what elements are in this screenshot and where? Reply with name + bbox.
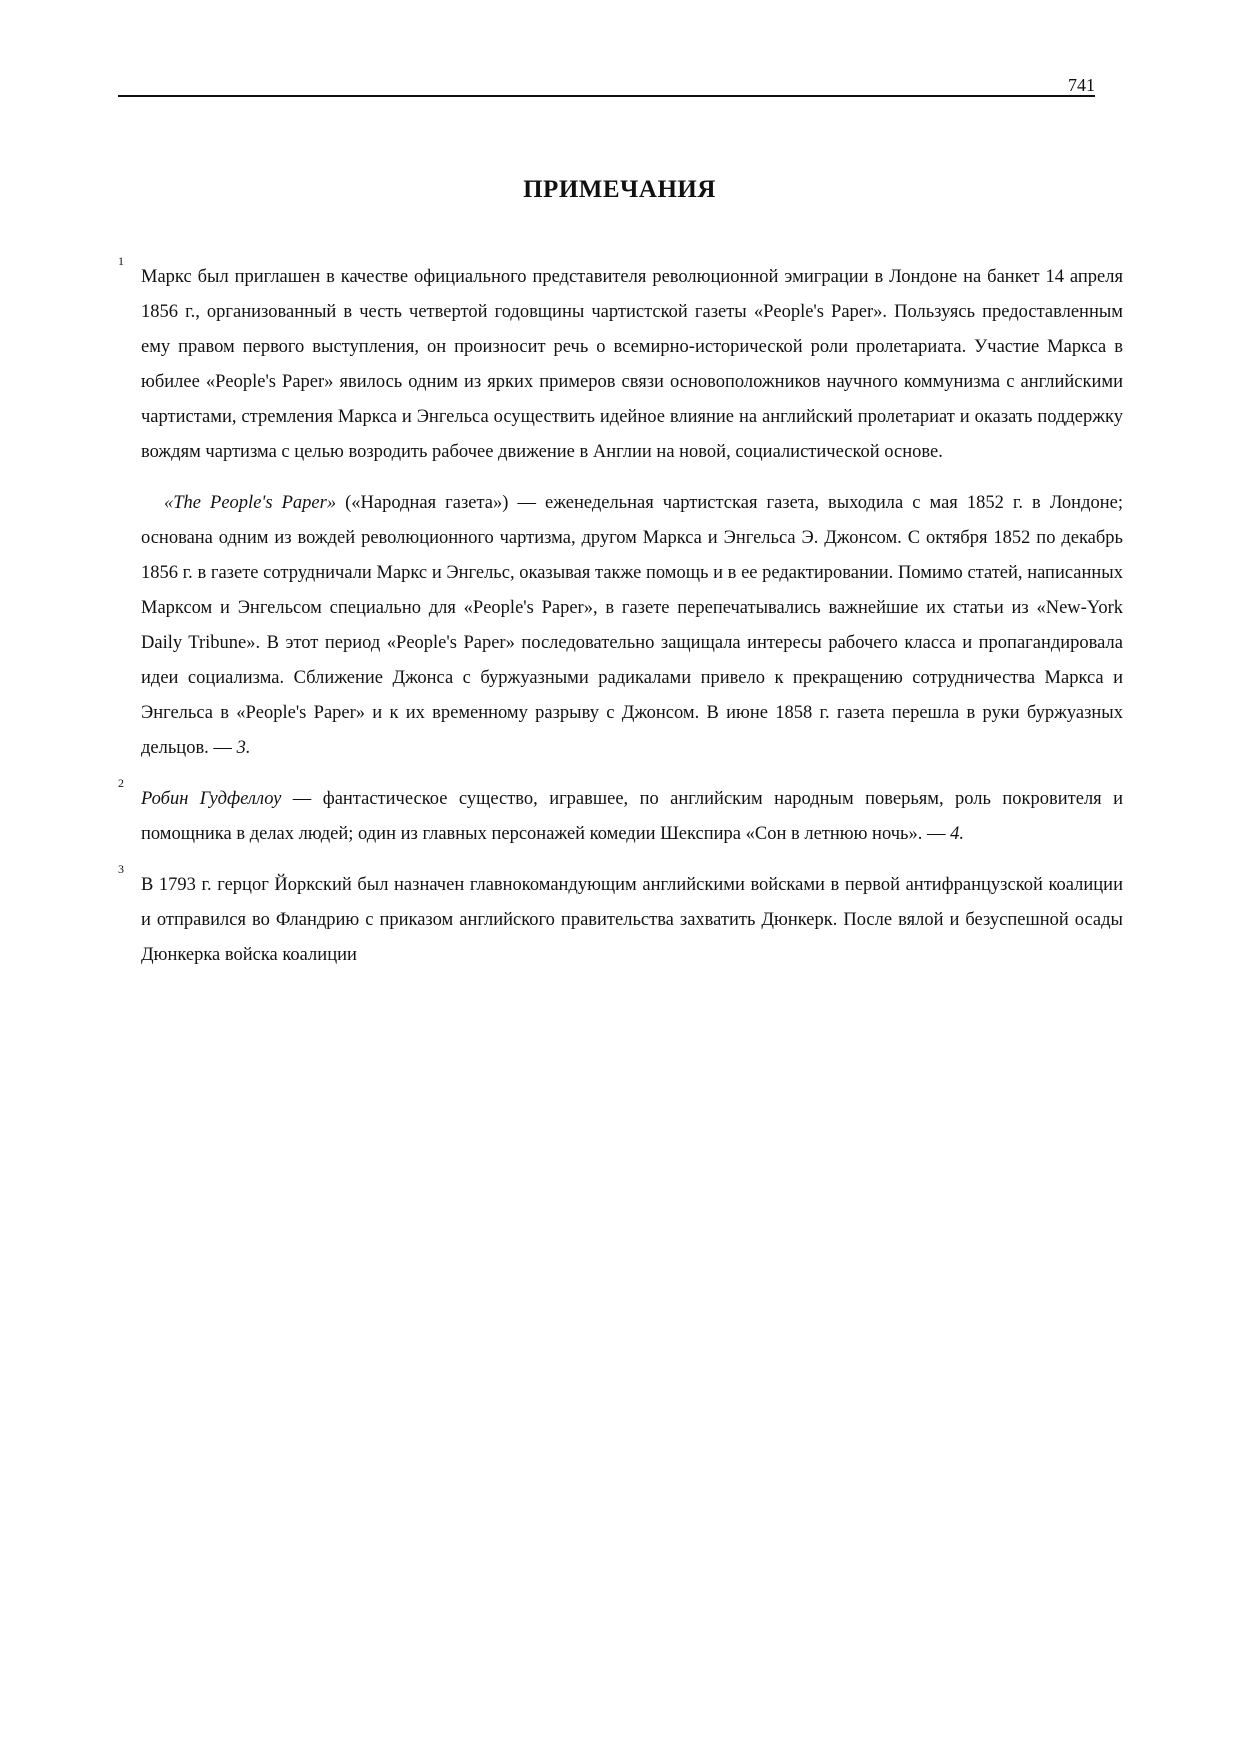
footnote-marker: 2 [118,776,124,790]
notes-section [118,254,1124,989]
newspaper-title: «The People's Paper» [164,493,337,513]
note-text: — фантастическое существо, игравшее, по английским народным поверьям, роль покровителя и помощника в делах людей; один из главных персонажей комедии Шекспира «Сон в летнюю ночь». — [141,789,1124,844]
page-number: 741 [1068,75,1095,95]
header-rule [118,95,1095,97]
footnote-marker: 1 [118,254,124,268]
note-text: Маркс был приглашен в качестве официального представителя революционной эмиграции в Лондоне на банкет 14 апреля 1856 г., организованный в честь четвертой годовщины чартистской газеты «People's Paper». Пользуясь предоставленным ему правом первого выступления, он произносит речь о всемирно-исторической роли пролетариата. Участие Маркса в юбилее «People's Paper» явилось одним из ярких примеров связи основоположников научного коммунизма с английскими чартистами, стремления Маркса и Энгельса осуществить идейное влияние на английский пролетариат и оказать поддержку вождям чартизма с целью возродить рабочее движение в Англии на новой, социалистической основе. [141,267,1123,462]
page-reference: 3. [236,738,251,758]
note-1 [118,254,1123,470]
character-name: Робин Гудфеллоу [141,789,282,809]
footnote-marker: 3 [118,862,124,876]
page-title: ПРИМЕЧАНИЯ [523,176,716,203]
note-1-continuation [118,486,1123,766]
note-2 [118,776,1124,852]
page-reference: 4. [950,824,964,844]
note-text: В 1793 г. герцог Йоркский был назначен главнокомандующим английскими войсками в первой антифранцузской коалиции и отправился во Фландрию с приказом английского правительства захватить Дюнкерк. После вялой и безуспешной осады Дюнкерка войска коалиции [141,875,1123,965]
note-3 [118,862,1123,973]
note-text: («Народная газета») — еженедельная чартистская газета, выходила с мая 1852 г. в Лондоне; основана одним из вождей революционного чартизма, другом Маркса и Энгельса Э. Джонсом. С октября 1852 по декабрь 1856 г. в газете сотрудничали Маркс и Энгельс, оказывая также помощь и в ее редактировании. Помимо статей, написанных Марксом и Энгельсом специально для «People's Paper», в газете перепечатывались важнейшие их статьи из «New-York Daily Tribune». В этот период «People's Paper» последовательно защищала интересы рабочего класса и пропагандировала идеи социализма. Сближение Джонса с буржуазными радикалами привело к прекращению сотрудничества Маркса и Энгельса в «People's Paper» и к их временному разрыву с Джонсом. В июне 1858 г. газета перешла в руки буржуазных дельцов. — [141,493,1123,758]
